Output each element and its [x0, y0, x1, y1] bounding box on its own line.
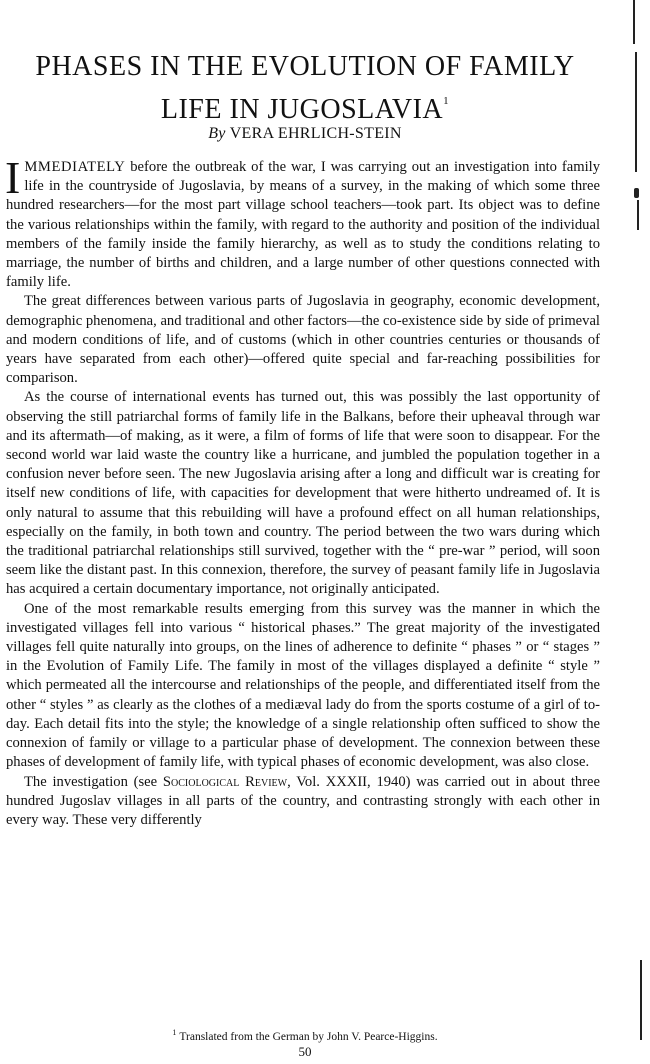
lead-word: MMEDIATELY [24, 159, 126, 175]
journal-name: Sociological Review [162, 773, 288, 790]
scan-edge-notch [634, 188, 639, 198]
title-line-2 [0, 84, 610, 127]
paragraph-5-end: , Vol. XXXII, 1940) was carried out in about three hundred Jugoslav villages in all parts of the country, and contrasting strongly with each other in every way. These very differently [6, 773, 600, 828]
drop-cap: I [5, 152, 21, 203]
footnote-marker: 1 [172, 1028, 177, 1037]
byline-prefix: By [208, 125, 226, 142]
paragraph-1-text: before the outbreak of the war, I was carrying out an investigation into family life in the countryside of Jugoslavia, by means of a survey, in the making of which some three hundred researchers—for the most part village school teachers—took part. Its object was to define the various relationships within the family, with regard to the authority and position of the individual members of the family inside the family hierarchy, as well as to study the conditions relating to marriage, the number of births and children, and a large number of other questions connected with family life. [6, 159, 600, 291]
scan-edge-mark-upper [635, 52, 637, 172]
title-line-1: PHASES IN THE EVOLUTION OF FAMILY [35, 51, 575, 82]
footnote-text: Translated from the German by John V. Pearce-Higgins. [179, 1030, 438, 1043]
scan-edge-mark-mid [637, 200, 639, 230]
paragraph-5-start: The investigation (see [24, 773, 163, 790]
scan-edge-mark-bottom [640, 960, 642, 1040]
author-byline [0, 124, 610, 144]
paragraph-5 [6, 773, 600, 831]
page-number: 50 [298, 1044, 312, 1059]
scan-edge-mark-top [633, 0, 635, 44]
paragraph-3: As the course of international events has turned out, this was possibly the last opportunity of observing the still patriarchal forms of family life in the Balkans, before their upheaval through war and its aftermath—of making, as it were, a film of forms of life that were soon to disappear. For the second world war laid waste the country like a hurricane, and jumbled the population together in a confusion never before seen. The new Jugoslavia arising after a long and difficult war is creating for itself new conditions of life, with capacities for development that were hitherto undreamed of. It is only natural to assume that this rebuilding will have a profound effect on all human relationships, especially on the family, in both town and country. The period between the two wars during which the traditional patriarchal relationships still survived, together with the “ pre-war ” period, will soon seem like the distant past. In this connexion, therefore, the survey of peasant family life in Jugoslavia has acquired a certain documentary importance, not originally anticipated. [6, 389, 600, 598]
footnote [0, 1026, 610, 1044]
paragraph-2: The great differences between various parts of Jugoslavia in geography, economic development, demographic phenomena, and traditional and other factors—the co-existence side by side of primeval and modern conditions of life, and of customs (which in other countries centuries or thousands of years have separated from each other)—offered quite special and far-reaching possibilities for comparison. [6, 293, 600, 387]
paragraph-4: One of the most remarkable results emerging from this survey was the manner in which the investigated villages fell into various “ historical phases.” The great majority of the investigated villages fell quite naturally into groups, on the lines of adherence to definite “ phases ” or “ stages ” in the Evolution of Family Life. The family in most of the villages displayed a definite “ style ” which permeated all the intercourse and relationships of the people, and differentiated itself from the other “ styles ” as clearly as the clothes of a mediæval lady do from the sports costume of a girl of to-day. Each detail fits into the style; the knowledge of a single relationship often sufficed to show the connexion of family or village to a particular phase of development. The connexion between these phases of development of family life, with typical phases of economic development, was also close. [6, 600, 600, 771]
paragraph-1 [5, 152, 600, 292]
author-name: VERA EHRLICH-STEIN [229, 125, 402, 142]
title-line-2-text: LIFE IN JUGOSLAVIA [160, 94, 444, 125]
title-footnote-marker[interactable]: 1 [443, 95, 450, 107]
article-body [5, 152, 600, 830]
article-title [0, 50, 610, 127]
